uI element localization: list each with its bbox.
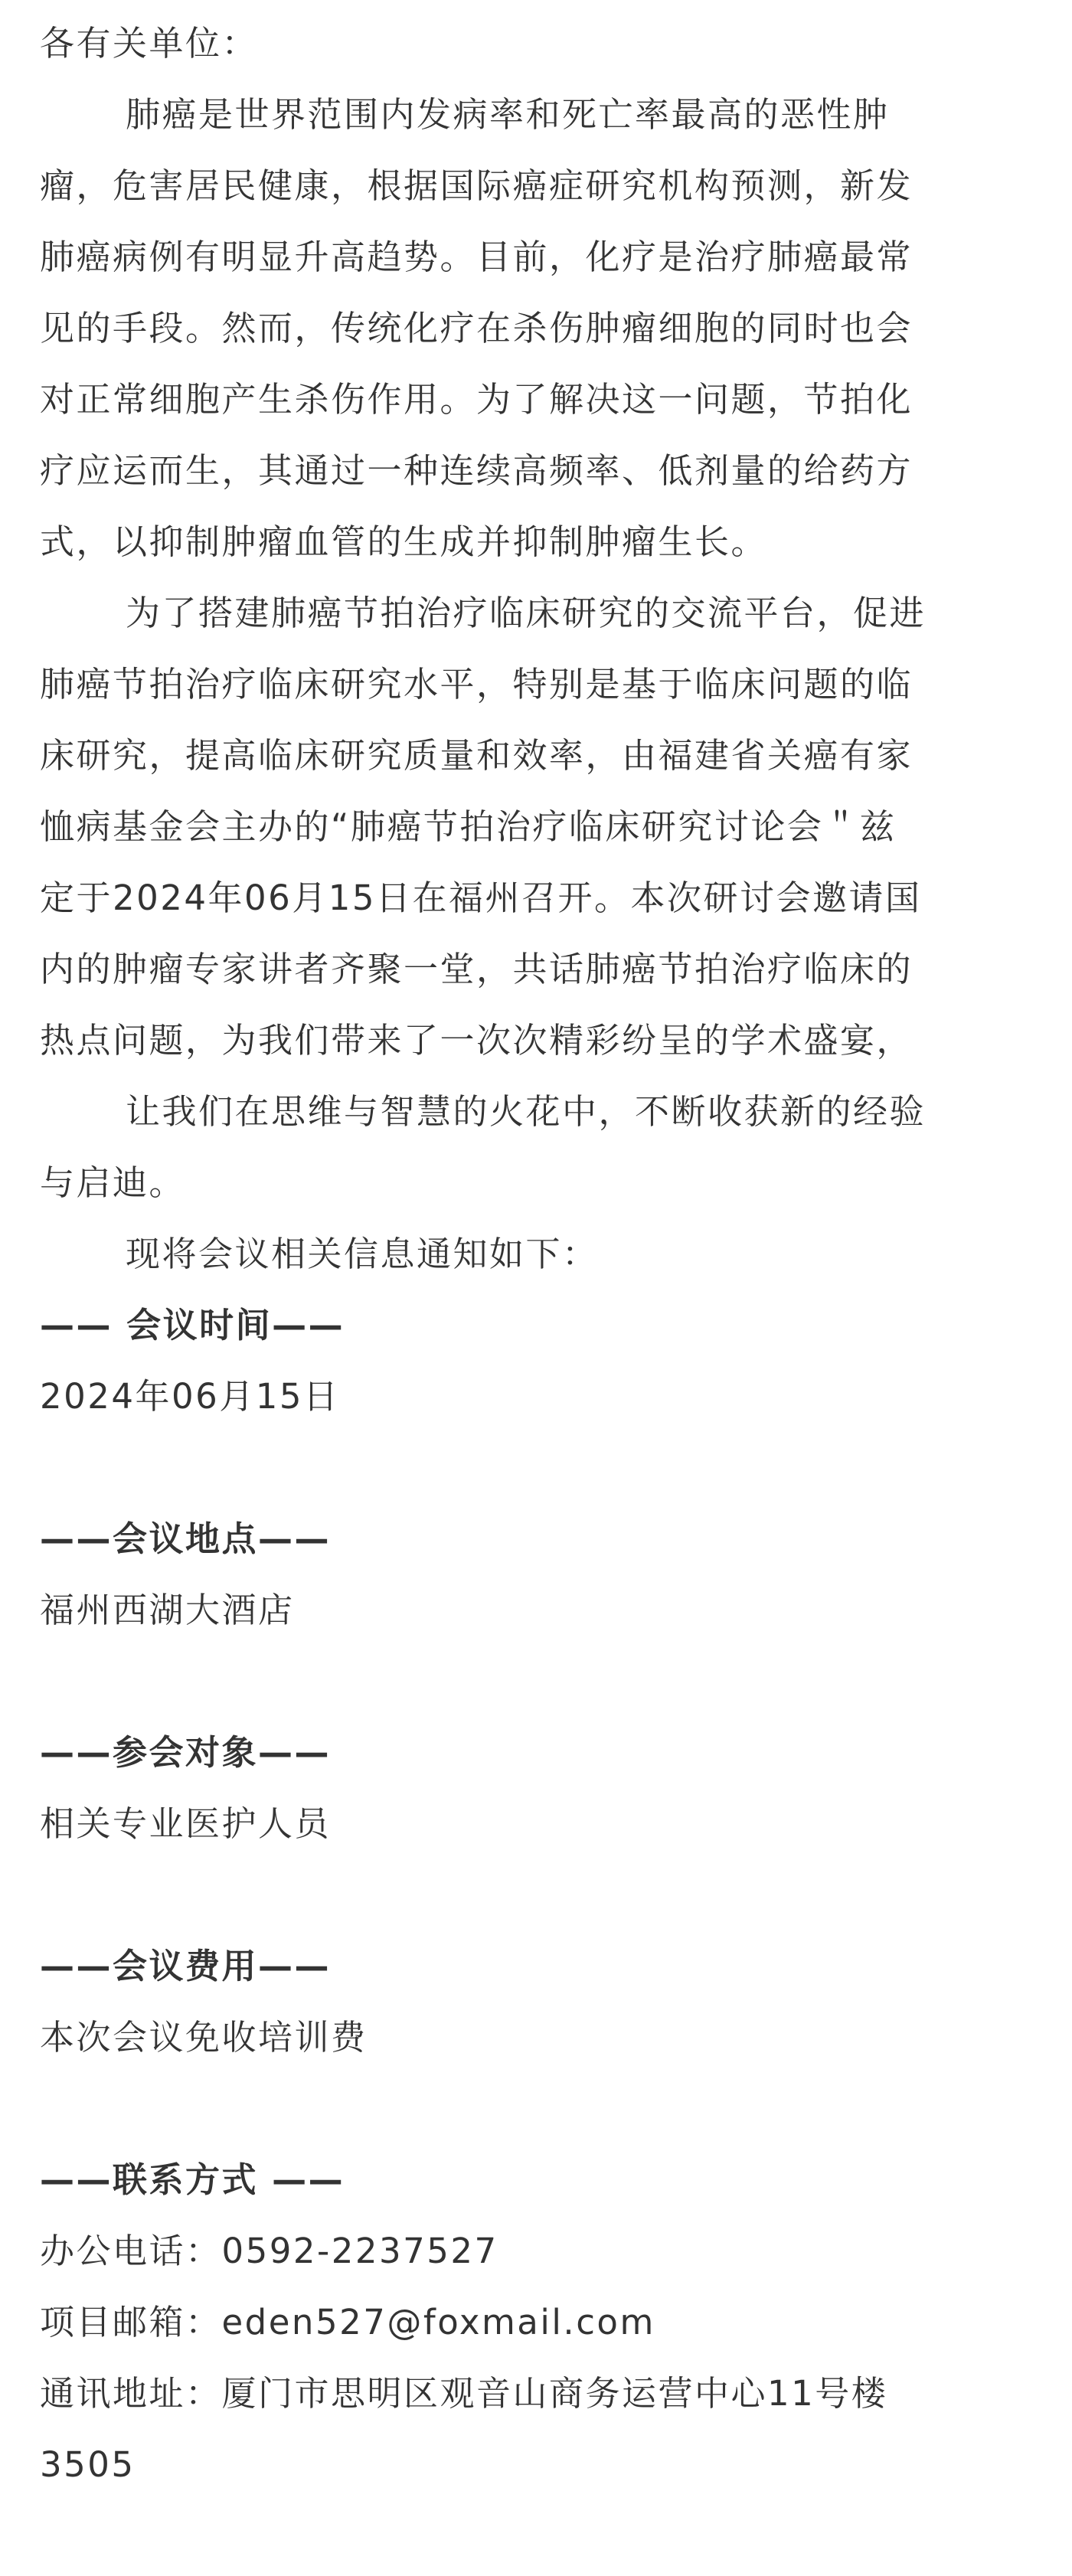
paragraph-line: 床研究，提高临床研究质量和效率，由福建省关癌有家 (40, 735, 913, 776)
paragraph-line: 肺癌病例有明显升高趋势。目前，化疗是治疗肺癌最常 (40, 237, 913, 277)
paragraph-line: 瘤，危害居民健康，根据国际癌症研究机构预测，新发 (40, 165, 913, 206)
section-heading: ——会议费用—— (40, 1946, 332, 1986)
section-audience (40, 1717, 1034, 1859)
section-heading: ——参会对象—— (40, 1732, 332, 1773)
section-heading: ——会议地点—— (40, 1518, 332, 1559)
paragraph-purpose (40, 577, 1034, 1076)
section-contact (40, 2144, 1034, 2500)
paragraph-background (40, 79, 1034, 577)
spacer (40, 1646, 1034, 1717)
spacer (40, 1859, 1034, 1930)
contact-phone: 办公电话：0592-2237527 (40, 2231, 498, 2271)
spacer (40, 2073, 1034, 2144)
paragraph-line: 为了搭建肺癌节拍治疗临床研究的交流平台，促进 (126, 593, 927, 633)
section-heading: ——联系方式 —— (40, 2159, 345, 2200)
paragraph-line: 定于2024年06月15日在福州召开。本次研讨会邀请国 (40, 878, 922, 918)
paragraph-line: 现将会议相关信息通知如下： (126, 1234, 599, 1274)
section-value: 2024年06月15日 (40, 1376, 340, 1417)
salutation: 各有关单位： (40, 23, 259, 64)
paragraph-intro (40, 1218, 1034, 1290)
paragraph-inspiration (40, 1076, 1034, 1218)
paragraph-line: 恤病基金会主办的“肺癌节拍治疗临床研究讨论会＂兹 (40, 806, 897, 847)
paragraph-line: 对正常细胞产生杀伤作用。为了解决这一问题，节拍化 (40, 379, 913, 420)
paragraph-line: 肺癌是世界范围内发病率和死亡率最高的恶性肿 (126, 94, 890, 135)
paragraph-line: 内的肿瘤专家讲者齐聚一堂，共话肺癌节拍治疗临床的 (40, 949, 913, 989)
contact-address: 通讯地址：厦门市思明区观音山商务运营中心11号楼 (40, 2373, 888, 2414)
section-meeting-location (40, 1503, 1034, 1646)
paragraph-line: 疗应运而生，其通过一种连续高频率、低剂量的给药方 (40, 450, 913, 491)
section-heading: —— 会议时间—— (40, 1305, 345, 1345)
section-value: 相关专业医护人员 (40, 1803, 332, 1844)
paragraph-line: 式，以抑制肿瘤血管的生成并抑制肿瘤生长。 (40, 521, 768, 562)
section-meeting-time (40, 1290, 1034, 1432)
paragraph-line: 与启迪。 (40, 1162, 186, 1203)
paragraph-line: 让我们在思维与智慧的火花中，不断收获新的经验 (126, 1091, 927, 1132)
section-fee (40, 1930, 1034, 2073)
contact-address-continued: 3505 (40, 2444, 136, 2485)
section-value: 福州西湖大酒店 (40, 1590, 295, 1630)
paragraph-line: 肺癌节拍治疗临床研究水平，特别是基于临床问题的临 (40, 664, 913, 704)
section-value: 本次会议免收培训费 (40, 2017, 368, 2058)
paragraph-line: 见的手段。然而，传统化疗在杀伤肿瘤细胞的同时也会 (40, 308, 913, 348)
spacer (40, 1432, 1034, 1503)
contact-email: 项目邮箱：eden527@foxmail.com (40, 2302, 655, 2342)
paragraph-line: 热点问题，为我们带来了一次次精彩纷呈的学术盛宴， (40, 1020, 913, 1061)
